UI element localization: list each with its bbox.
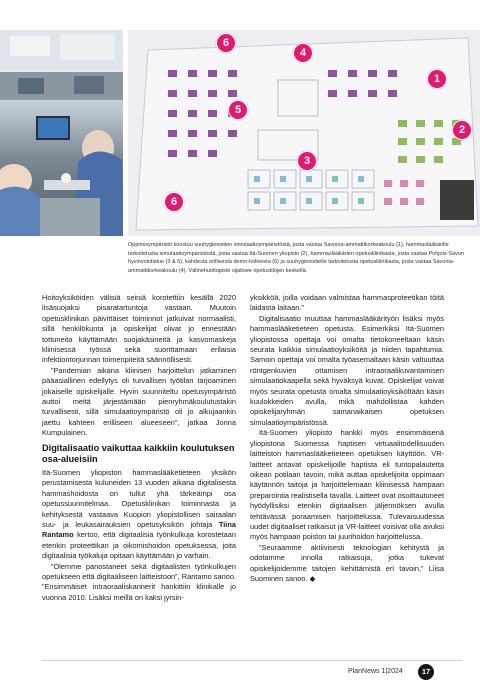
paragraph: Hoitoyksiköiden välisiä seiniä korotettiin kesällä 2020 lisäsuojaksi pisaratartuntoja vastaan. Muutoin opetusklinikan päivittäiset toiminnot jatkuivat normaalisti, sillä henkilökunta ja opiskelijat olivat jo ennestään tottuneita käyttämään suojakäsineitä ja kasvomaskeja kliinisessä työssä sekä suorittamaan erilaisia infektiontorjunnan toimenpiteitä säännöllisesti. [42, 293, 236, 365]
article-column-right [250, 293, 444, 584]
paragraph-text: kertoo, että digitaalisia työnkulkuja korostetaan etenkin proteettikan ja oikomishoidon opetuksessa, joita digitaalisia työkaluja opitaan käyttämään jo varhain. [42, 530, 236, 561]
clinic-photo [0, 30, 123, 236]
floor-plan-pin: 2 [452, 120, 472, 140]
footer-divider [42, 660, 462, 661]
floor-plan-pin: 5 [228, 100, 248, 120]
section-heading: Digitalisaatio vaikuttaa kaikkiin koulutuksen osa-alueisiin [42, 442, 235, 465]
page-number: 17 [418, 664, 434, 680]
figure-caption: Oppimisympäristö koostuu suuhygienistien simulaatioympäristöstä, josta vastaa Savonia-ammattikorkeakoulu (1), hammaslääkärille tarkoitetusta simulaatioympäristöstä, josta vastaa Itä-Suomen yliopisto (2), hammaslääkärien opetusklinikasta, josta vastaa Pohjois-Savon hyvinvointialue (3 & 5), kahdesta erillisestä demo-holkeista (6) ja suuhygienistielle tarkoitetusta opetusklinikasta, josta vastaa Savonia-ammattikorkeakoulu (4). Välinehuoltopiste sijaitsee opetustilojen keskellä. [128, 242, 464, 274]
paragraph: Digitalisaatio muuttaa hammaslääkärityön lisäksi myös hammaslääketieteen opetusta. Esimerkiksi Itä-Suomen yliopistossa opettaja voi omalta tietokoneeltaan käsin seurata kaikkia simulaatioyksiköitä ja niiden tapahtumia. Samoin opettaja voi omalta työasemaltaan käsin valtuuttaa röntgenkuvien ottamisen intraoraalikuvantamisen simulaatiokaapella sekä hyväksyä kuvat. Opiskelijat voivat myös seurata opetusta omalta simulaatioyksiköltään käsin kuulokkeiden avulla, mikä mahdollistaa kahden opiskelijaryhmän samanaikaisen opetuksen simulaatioympäristössä. [250, 313, 444, 427]
clinic-photo-illustration [0, 30, 123, 236]
floor-plan-pin: 6 [164, 192, 184, 212]
paragraph: Itä-Suomen yliopisto hankki myös ensimmäisenä yliopistona Suomessa haptisen virtuaalitodellisuuden laitteiston hammaslääketieteen opetuksen käyttöön. VR-laitteet antavat opiskelijoille haptista eli tuntopalautetta oikean potilaan tavoin, mikä auttaa opiskelijoita oppimaan käytännön taitoja ja harjoittelemaan kliinisessä hampaan preparointia realistisella tavalla. Laitteet ovat osoittautuneet hyödyllisiksi etenkin digitaalisen jäljennöksen avulla tehtävässä poraamisen harjoittelussa. Tulevaisuudessa uudet digitaaliset ratkaisut ja VR-laitteet voisivat olla avuksi myös hampaan poiston tai juurihoidon harjoittelussa. [250, 428, 444, 542]
person-name: Tiina Rantamo [42, 519, 236, 540]
paragraph [42, 468, 236, 562]
article-column-left [42, 293, 236, 603]
paragraph: ”Pandemian aikana kliinisen harjoittelun jatkaminen pääasiallinen edellytys oli turvallisen työtilan tarjoaminen jokaiselle opiskelijalle. Hyvin suunniteltu opetusympäristö auttoi meitä järjestämään pienryhmäkoulutustakin turvallisesti, sillä simulaatioympäristö oli jo alkujaankin jaettu kahteen erilliseen alueeseen”, jatkaa Jonna Kumpulainen. [42, 365, 236, 438]
publication-name: PlanNews 1|2024 [348, 668, 403, 675]
paragraph: yksikköä, joilla voidaan valmistaa hammasproteetikan töitä laidasta laitaan.” [250, 293, 444, 313]
paragraph: ”Olemme panostaneet sekä digitaalisten työnkulkujen opetukseen että digitaaliseen laitteistoon”, Rantamo sanoo. ”Ensimmäiset intraoraaliskannerit hankittiin klinikalle jo vuonna 2010. Lisäksi meillä on kaksi jyrsin- [42, 561, 236, 602]
floor-plan-rendering [128, 30, 480, 236]
floor-plan-pin: 6 [216, 33, 236, 53]
floor-plan-pin: 4 [293, 43, 313, 63]
paragraph: ”Seuraamme aktiivisesti teknologian kehitystä ja odotamme innolla ratkaisuja, jotka tukevat opiskelijoidemme taitojen kehittämistä eri tavoin,” Liisa Suominen sanoo. ◆ [250, 542, 444, 583]
paragraph-text: Itä-Suomen yliopiston hammaslääketieteen yksikön perustamisesta kuluneiden 13 vuoden aikana digitalisesta hammashoidosta on tullut yhä tärkeämpi osa opetussuunnitelmaa. Opetusklinikan toiminnasta ja kehityksestä vastaava Kuopion yliopistollisen sairaalan suu- ja leukasairauksien opetusyksikön johtaja [42, 467, 236, 529]
floor-plan-pin: 1 [427, 69, 447, 89]
floor-plan-pin: 3 [297, 151, 317, 171]
